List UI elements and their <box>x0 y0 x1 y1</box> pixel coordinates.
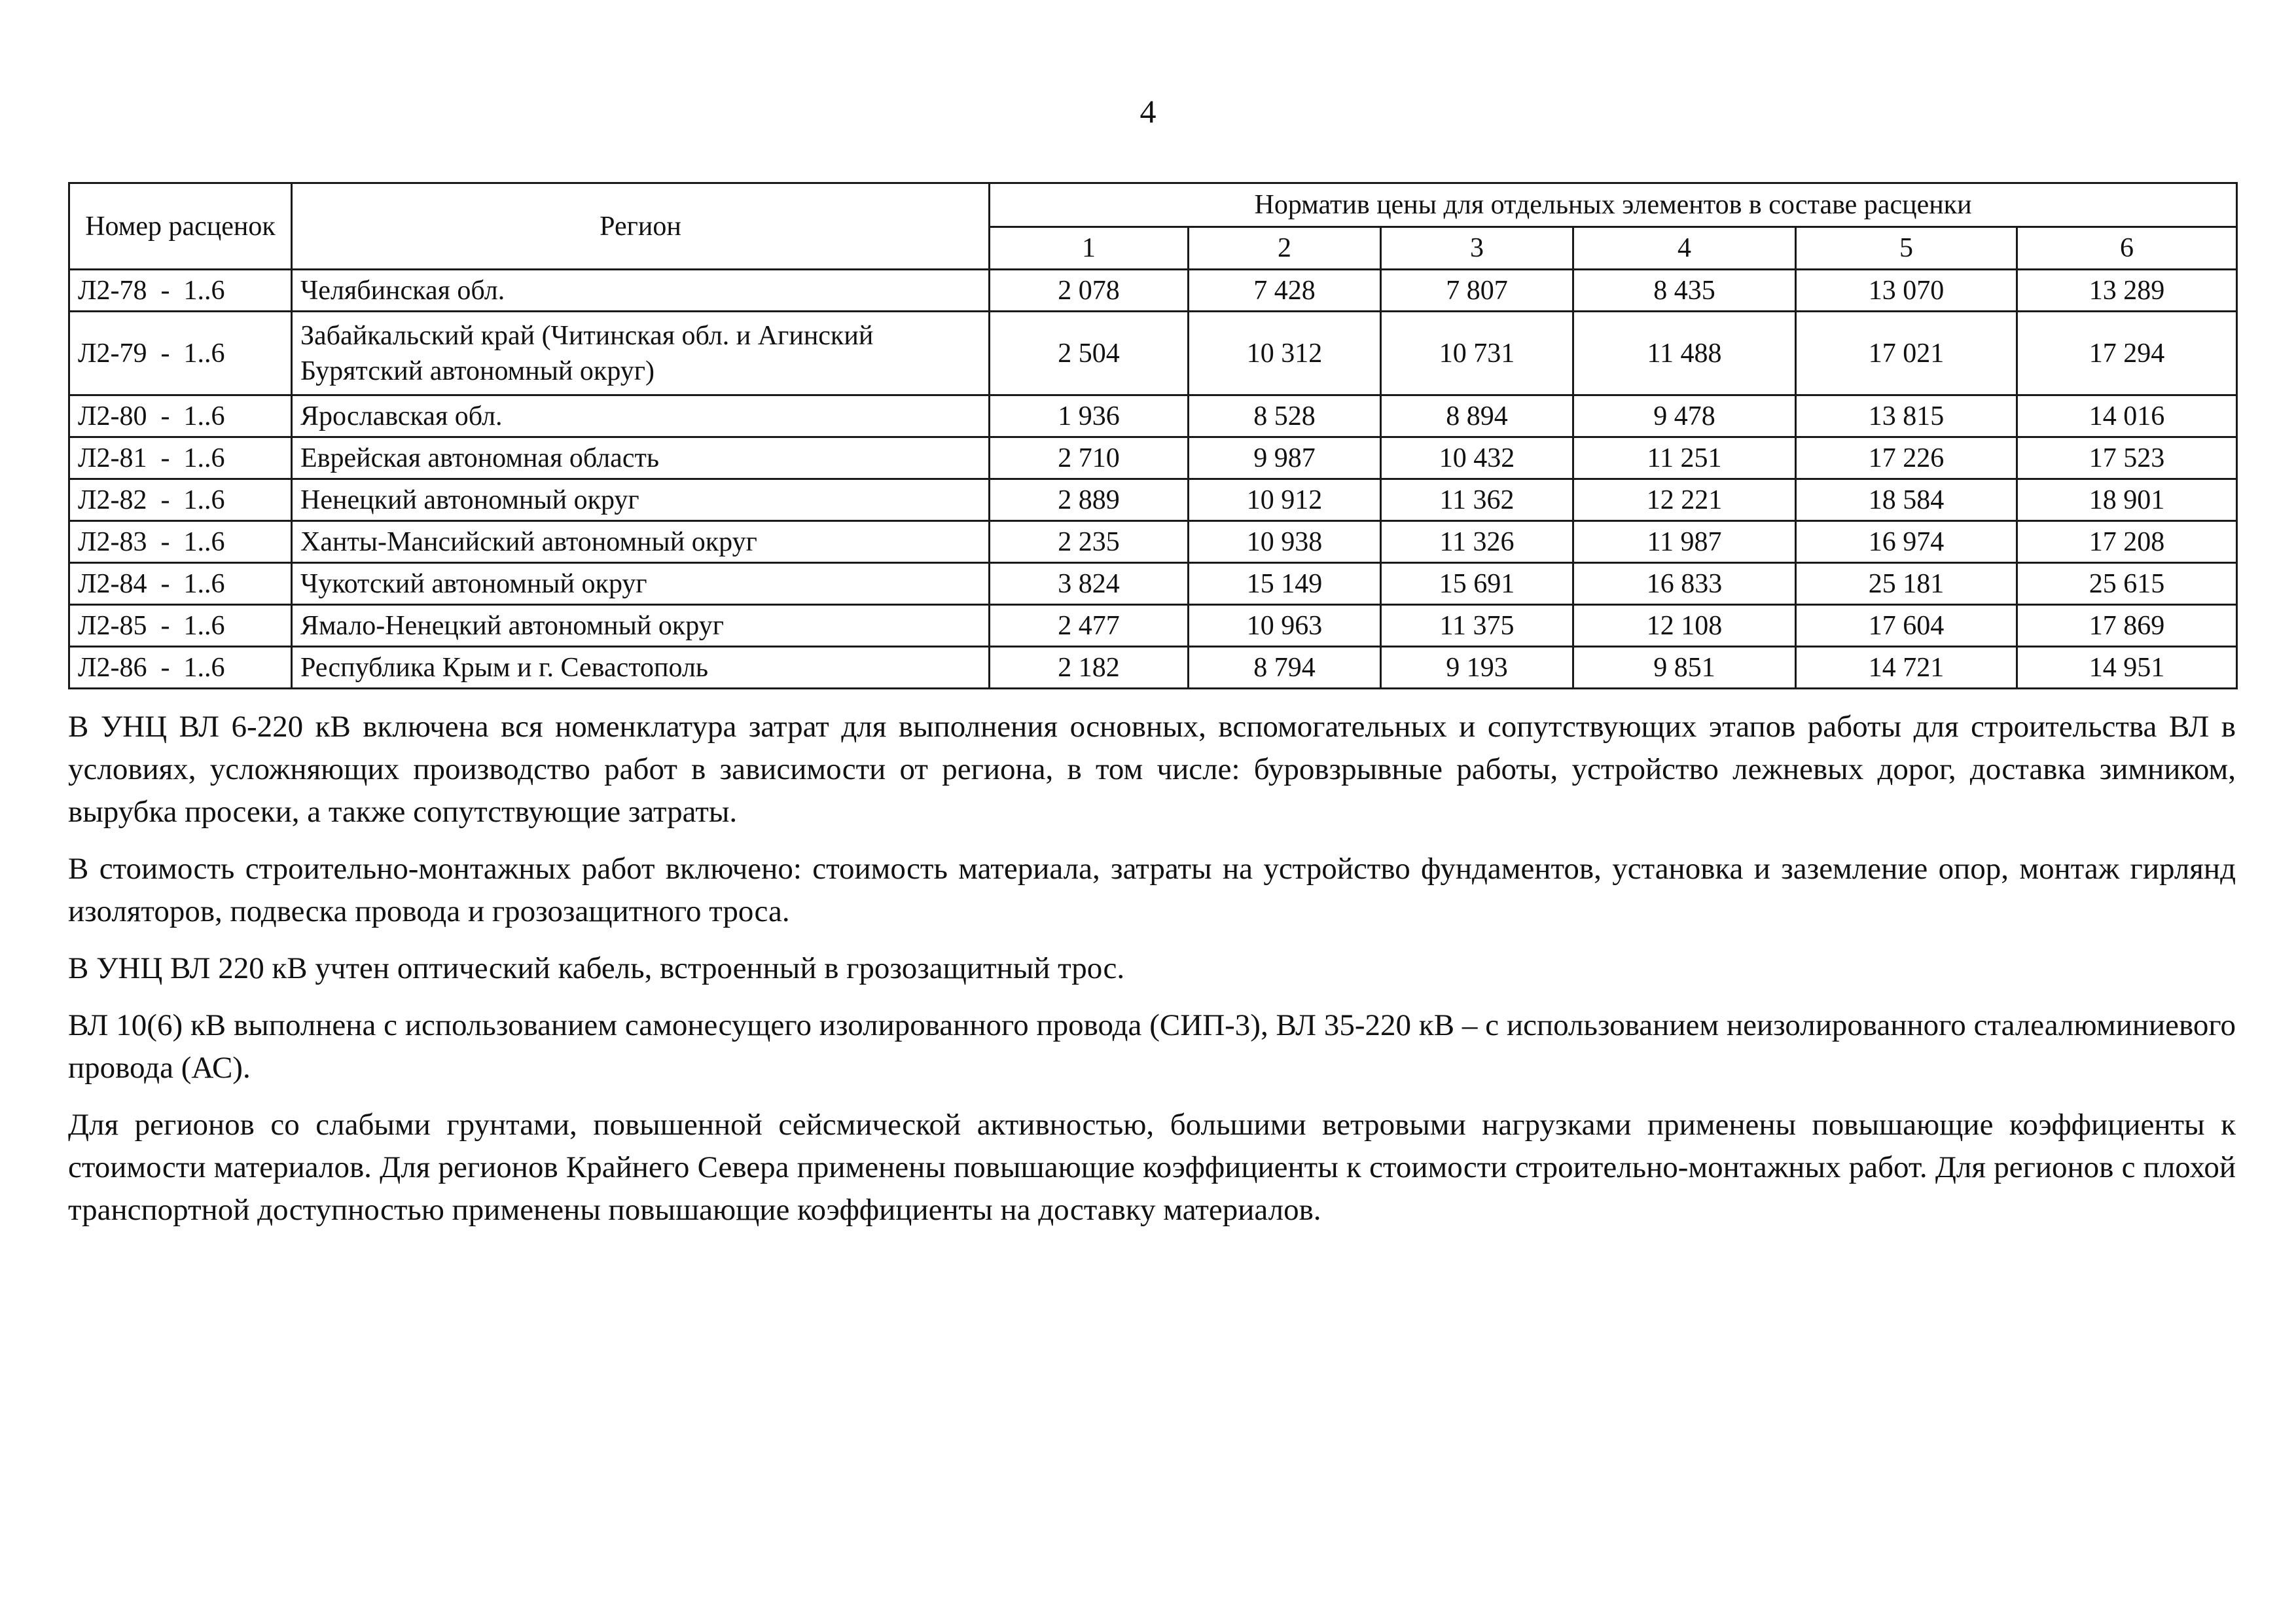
row-value: 11 488 <box>1573 312 1796 395</box>
row-value: 16 974 <box>1796 521 2017 563</box>
paragraph: ВЛ 10(6) кВ выполнена с использованием самонесущего изолированного провода (СИП-3), ВЛ 35-220 кВ – с использованием неизолированного сталеалюминиевого провода (АС). <box>68 1008 2236 1085</box>
row-value: 17 523 <box>2017 437 2237 479</box>
row-value: 12 221 <box>1573 479 1796 521</box>
row-value: 10 432 <box>1381 437 1573 479</box>
header-col-6: 6 <box>2017 227 2237 270</box>
row-region: Ненецкий автономный округ <box>292 479 990 521</box>
row-value: 18 584 <box>1796 479 2017 521</box>
row-value: 11 251 <box>1573 437 1796 479</box>
row-value: 8 894 <box>1381 395 1573 437</box>
row-code: Л2-84 - 1..6 <box>69 563 292 605</box>
row-value: 17 604 <box>1796 605 2017 647</box>
row-code: Л2-83 - 1..6 <box>69 521 292 563</box>
header-col-5: 5 <box>1796 227 2017 270</box>
header-col-2: 2 <box>1189 227 1381 270</box>
table-row <box>69 270 2237 312</box>
row-code: Л2-82 - 1..6 <box>69 479 292 521</box>
row-value: 25 181 <box>1796 563 2017 605</box>
header-col-3: 3 <box>1381 227 1573 270</box>
row-value: 17 021 <box>1796 312 2017 395</box>
row-value: 9 987 <box>1189 437 1381 479</box>
row-value: 10 731 <box>1381 312 1573 395</box>
row-region: Еврейская автономная область <box>292 437 990 479</box>
row-value: 14 016 <box>2017 395 2237 437</box>
table-row <box>69 605 2237 647</box>
row-value: 10 312 <box>1189 312 1381 395</box>
row-value: 10 912 <box>1189 479 1381 521</box>
table-row <box>69 521 2237 563</box>
row-value: 9 478 <box>1573 395 1796 437</box>
page-number: 4 <box>1139 93 1157 130</box>
table-row <box>69 647 2237 689</box>
row-value: 16 833 <box>1573 563 1796 605</box>
row-value: 15 149 <box>1189 563 1381 605</box>
row-value: 15 691 <box>1381 563 1573 605</box>
row-value: 8 528 <box>1189 395 1381 437</box>
row-value: 2 504 <box>990 312 1189 395</box>
table-row <box>69 312 2237 395</box>
row-value: 17 294 <box>2017 312 2237 395</box>
row-value: 8 435 <box>1573 270 1796 312</box>
row-value: 2 235 <box>990 521 1189 563</box>
row-value: 2 889 <box>990 479 1189 521</box>
row-code: Л2-81 - 1..6 <box>69 437 292 479</box>
table-row <box>69 437 2237 479</box>
row-region: Забайкальский край (Читинская обл. и Агинский Бурятский автономный округ) <box>292 312 990 395</box>
row-value: 2 078 <box>990 270 1189 312</box>
row-region: Чукотский автономный округ <box>292 563 990 605</box>
row-value: 17 869 <box>2017 605 2237 647</box>
row-value: 25 615 <box>2017 563 2237 605</box>
row-value: 7 807 <box>1381 270 1573 312</box>
row-code: Л2-79 - 1..6 <box>69 312 292 395</box>
table-row <box>69 563 2237 605</box>
row-value: 14 951 <box>2017 647 2237 689</box>
row-value: 1 936 <box>990 395 1189 437</box>
row-value: 2 710 <box>990 437 1189 479</box>
row-value: 3 824 <box>990 563 1189 605</box>
row-value: 13 815 <box>1796 395 2017 437</box>
row-value: 14 721 <box>1796 647 2017 689</box>
header-col-4: 4 <box>1573 227 1796 270</box>
row-value: 17 208 <box>2017 521 2237 563</box>
row-region: Ярославская обл. <box>292 395 990 437</box>
paragraph: В стоимость строительно-монтажных работ включено: стоимость материала, затраты на устройство фундаментов, установка и заземление опор, монтаж гирлянд изоляторов, подвеска провода и грозозащитного троса. <box>68 852 2236 928</box>
header-col-1: 1 <box>990 227 1189 270</box>
table-row <box>69 479 2237 521</box>
row-value: 11 326 <box>1381 521 1573 563</box>
header-code: Номер расценок <box>69 183 292 270</box>
row-code: Л2-85 - 1..6 <box>69 605 292 647</box>
row-region: Ямало-Ненецкий автономный округ <box>292 605 990 647</box>
row-region: Ханты-Мансийский автономный округ <box>292 521 990 563</box>
row-region: Республика Крым и г. Севастополь <box>292 647 990 689</box>
row-value: 11 987 <box>1573 521 1796 563</box>
row-value: 8 794 <box>1189 647 1381 689</box>
row-value: 11 375 <box>1381 605 1573 647</box>
header-group: Норматив цены для отдельных элементов в составе расценки <box>990 183 2237 227</box>
paragraph: В УНЦ ВЛ 6-220 кВ включена вся номенклатура затрат для выполнения основных, вспомогательных и сопутствующих этапов работы для строительства ВЛ в условиях, усложняющих производство работ в зависимости от региона, в том числе: буровзрывные работы, устройство лежневых дорог, доставка зимником, вырубка просеки, а также сопутствующие затраты. <box>68 710 2236 829</box>
row-value: 10 938 <box>1189 521 1381 563</box>
paragraph: В УНЦ ВЛ 220 кВ учтен оптический кабель, встроенный в грозозащитный трос. <box>68 951 1125 985</box>
row-code: Л2-80 - 1..6 <box>69 395 292 437</box>
row-value: 17 226 <box>1796 437 2017 479</box>
row-value: 2 477 <box>990 605 1189 647</box>
row-value: 13 289 <box>2017 270 2237 312</box>
row-value: 9 193 <box>1381 647 1573 689</box>
price-table <box>68 182 2238 689</box>
row-value: 12 108 <box>1573 605 1796 647</box>
row-code: Л2-86 - 1..6 <box>69 647 292 689</box>
row-value: 18 901 <box>2017 479 2237 521</box>
row-value: 9 851 <box>1573 647 1796 689</box>
row-value: 10 963 <box>1189 605 1381 647</box>
row-region: Челябинская обл. <box>292 270 990 312</box>
row-value: 13 070 <box>1796 270 2017 312</box>
header-region: Регион <box>292 183 990 270</box>
row-value: 7 428 <box>1189 270 1381 312</box>
row-value: 11 362 <box>1381 479 1573 521</box>
paragraph: Для регионов со слабыми грунтами, повышенной сейсмической активностью, большими ветровыми нагрузками применены повышающие коэффициенты к стоимости материалов. Для регионов Крайнего Севера применены повышающие коэффициенты к стоимости строительно-монтажных работ. Для регионов с плохой транспортной доступностью применены повышающие коэффициенты на доставку материалов. <box>68 1108 2236 1227</box>
row-code: Л2-78 - 1..6 <box>69 270 292 312</box>
row-value: 2 182 <box>990 647 1189 689</box>
table-row <box>69 395 2237 437</box>
notes-section <box>68 706 2236 1246</box>
